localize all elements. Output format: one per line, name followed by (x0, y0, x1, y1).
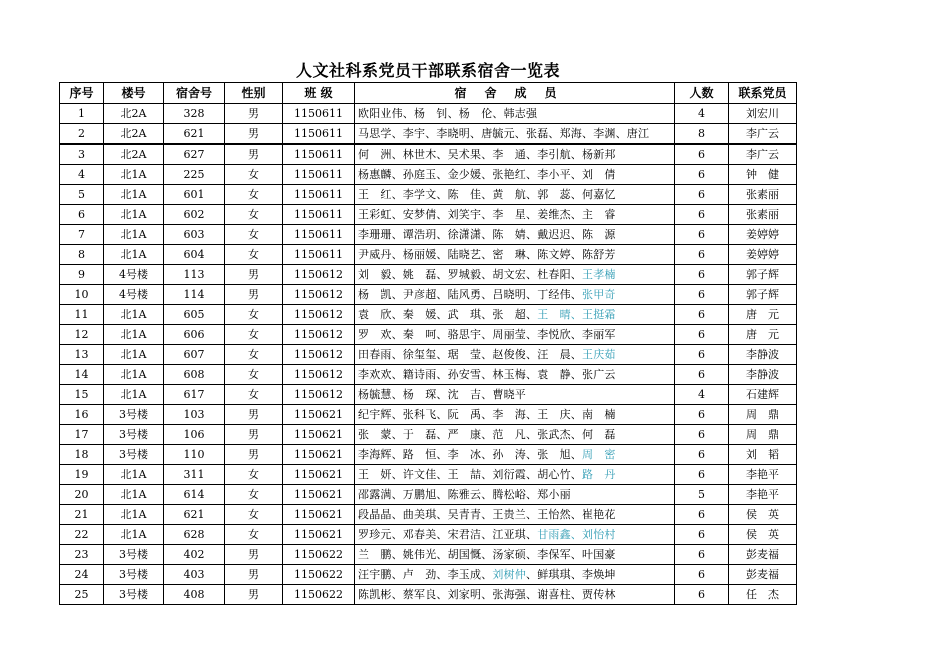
cell-contact: 周 鼎 (729, 425, 797, 445)
cell-count: 4 (675, 104, 729, 124)
cell-building: 北1A (104, 185, 164, 205)
cell-gender: 女 (225, 165, 283, 185)
header-contact: 联系党员 (729, 83, 797, 104)
cell-room: 607 (164, 345, 225, 365)
cell-room: 602 (164, 205, 225, 225)
cell-count: 6 (675, 565, 729, 585)
cell-members (355, 505, 675, 525)
member-names: 王 红、李学文、陈 佳、黄 航、郭 蕊、何嘉忆 (358, 188, 616, 201)
cell-seq: 19 (60, 465, 104, 485)
member-name-highlight: 周 密 (582, 448, 616, 461)
cell-gender: 男 (225, 104, 283, 124)
member-names: 段晶晶、曲美琪、吴青青、王贵兰、王怡然、崔艳花 (358, 508, 616, 521)
cell-contact: 石建辉 (729, 385, 797, 405)
cell-class: 1150611 (283, 124, 355, 145)
cell-gender: 女 (225, 205, 283, 225)
cell-gender: 女 (225, 185, 283, 205)
cell-seq: 10 (60, 285, 104, 305)
cell-room: 311 (164, 465, 225, 485)
cell-members (355, 265, 675, 285)
cell-class: 1150622 (283, 585, 355, 605)
header-gender: 性别 (225, 83, 283, 104)
cell-contact: 姜婷婷 (729, 225, 797, 245)
table-row (60, 185, 797, 205)
cell-room: 617 (164, 385, 225, 405)
cell-room: 408 (164, 585, 225, 605)
header-seq: 序号 (60, 83, 104, 104)
cell-class: 1150611 (283, 225, 355, 245)
cell-members (355, 185, 675, 205)
cell-room: 106 (164, 425, 225, 445)
header-class: 班 级 (283, 83, 355, 104)
cell-gender: 女 (225, 385, 283, 405)
cell-members (355, 425, 675, 445)
cell-members (355, 345, 675, 365)
table-row (60, 144, 797, 165)
cell-count: 6 (675, 425, 729, 445)
cell-room: 403 (164, 565, 225, 585)
cell-class: 1150612 (283, 385, 355, 405)
header-count: 人数 (675, 83, 729, 104)
cell-room: 402 (164, 545, 225, 565)
cell-contact: 侯 英 (729, 525, 797, 545)
member-names: 陈凯彬、蔡军良、刘家明、张海强、谢喜柱、贾传林 (358, 588, 616, 601)
cell-class: 1150612 (283, 265, 355, 285)
cell-seq: 16 (60, 405, 104, 425)
cell-gender: 男 (225, 445, 283, 465)
cell-gender: 女 (225, 365, 283, 385)
header-building: 楼号 (104, 83, 164, 104)
header-members: 宿舍成员 (355, 83, 675, 104)
cell-contact: 钟 健 (729, 165, 797, 185)
cell-count: 6 (675, 285, 729, 305)
cell-seq: 12 (60, 325, 104, 345)
cell-seq: 18 (60, 445, 104, 465)
cell-contact: 周 鼎 (729, 405, 797, 425)
cell-gender: 女 (225, 325, 283, 345)
member-names: 袁 欣、秦 媛、武 琪、张 超、 (358, 308, 538, 321)
cell-count: 6 (675, 445, 729, 465)
cell-building: 3号楼 (104, 585, 164, 605)
cell-building: 北1A (104, 225, 164, 245)
member-names: 刘 毅、姚 磊、罗城毅、胡文宏、杜春阳、 (358, 268, 582, 281)
member-names: 、鲜琪琪、李焕坤 (526, 568, 616, 581)
cell-count: 6 (675, 245, 729, 265)
cell-class: 1150611 (283, 245, 355, 265)
table-row (60, 345, 797, 365)
cell-room: 621 (164, 505, 225, 525)
member-names: 马思学、李宇、李晓明、唐毓元、张磊、郑海、李渊、唐江 (358, 127, 650, 140)
cell-class: 1150612 (283, 305, 355, 325)
table-row (60, 205, 797, 225)
cell-contact: 彭麦福 (729, 545, 797, 565)
cell-members (355, 104, 675, 124)
table-row (60, 225, 797, 245)
cell-gender: 男 (225, 425, 283, 445)
cell-room: 606 (164, 325, 225, 345)
cell-count: 8 (675, 124, 729, 145)
cell-count: 6 (675, 345, 729, 365)
cell-contact: 李艳平 (729, 485, 797, 505)
cell-count: 6 (675, 405, 729, 425)
cell-building: 北2A (104, 144, 164, 165)
cell-members (355, 585, 675, 605)
cell-contact: 李艳平 (729, 465, 797, 485)
cell-members (355, 405, 675, 425)
cell-count: 6 (675, 585, 729, 605)
member-names: 田春雨、徐玺玺、琚 莹、赵俊俊、汪 晨、 (358, 348, 582, 361)
cell-gender: 男 (225, 265, 283, 285)
member-names: 欧阳业伟、杨 钊、杨 伦、韩志强 (358, 107, 538, 120)
cell-building: 4号楼 (104, 265, 164, 285)
cell-contact: 姜婷婷 (729, 245, 797, 265)
cell-building: 北1A (104, 345, 164, 365)
cell-class: 1150621 (283, 485, 355, 505)
cell-gender: 女 (225, 505, 283, 525)
cell-seq: 23 (60, 545, 104, 565)
cell-class: 1150611 (283, 144, 355, 165)
member-name-highlight: 甘雨鑫、刘怡村 (537, 528, 616, 541)
member-names: 杨毓慧、杨 琛、沈 吉、曹晓平 (358, 388, 526, 401)
cell-seq: 25 (60, 585, 104, 605)
cell-members (355, 565, 675, 585)
member-names: 尹威丹、杨丽媛、陆晓艺、密 琳、陈文婷、陈舒芳 (358, 248, 616, 261)
cell-room: 605 (164, 305, 225, 325)
cell-contact: 李静波 (729, 345, 797, 365)
cell-members (355, 225, 675, 245)
cell-class: 1150622 (283, 565, 355, 585)
dormitory-table (59, 82, 797, 605)
member-names: 何 洲、林世木、吴术果、李 通、李引航、杨新邦 (358, 148, 616, 161)
cell-room: 621 (164, 124, 225, 145)
cell-building: 北1A (104, 365, 164, 385)
member-name-highlight: 张甲奇 (582, 288, 616, 301)
cell-seq: 13 (60, 345, 104, 365)
table-row (60, 104, 797, 124)
cell-members (355, 445, 675, 465)
table-row (60, 565, 797, 585)
cell-members (355, 124, 675, 145)
cell-class: 1150622 (283, 545, 355, 565)
cell-seq: 2 (60, 124, 104, 145)
cell-contact: 李静波 (729, 365, 797, 385)
cell-room: 601 (164, 185, 225, 205)
member-names: 兰 鹏、姚伟光、胡国慨、汤家硕、李保军、叶国豪 (358, 548, 616, 561)
cell-building: 北1A (104, 465, 164, 485)
cell-count: 6 (675, 265, 729, 285)
cell-building: 北1A (104, 245, 164, 265)
cell-members (355, 205, 675, 225)
table-row (60, 585, 797, 605)
cell-gender: 女 (225, 485, 283, 505)
cell-count: 6 (675, 505, 729, 525)
cell-gender: 男 (225, 585, 283, 605)
cell-count: 6 (675, 225, 729, 245)
cell-count: 6 (675, 525, 729, 545)
cell-class: 1150621 (283, 525, 355, 545)
cell-contact: 郭子辉 (729, 265, 797, 285)
cell-gender: 女 (225, 225, 283, 245)
cell-count: 6 (675, 545, 729, 565)
cell-building: 北1A (104, 205, 164, 225)
cell-seq: 21 (60, 505, 104, 525)
cell-members (355, 485, 675, 505)
member-names: 张 蒙、于 磊、严 康、范 凡、张武杰、何 磊 (358, 428, 616, 441)
cell-seq: 8 (60, 245, 104, 265)
cell-seq: 9 (60, 265, 104, 285)
table-row (60, 325, 797, 345)
table-row (60, 285, 797, 305)
cell-gender: 女 (225, 525, 283, 545)
cell-members (355, 545, 675, 565)
table-row (60, 545, 797, 565)
cell-count: 6 (675, 325, 729, 345)
cell-gender: 女 (225, 245, 283, 265)
member-name-highlight: 王庆茹 (582, 348, 616, 361)
cell-members (355, 365, 675, 385)
cell-building: 3号楼 (104, 445, 164, 465)
cell-class: 1150621 (283, 445, 355, 465)
cell-class: 1150612 (283, 345, 355, 365)
cell-count: 6 (675, 165, 729, 185)
cell-class: 1150611 (283, 205, 355, 225)
cell-members (355, 305, 675, 325)
cell-seq: 3 (60, 144, 104, 165)
cell-contact: 刘宏川 (729, 104, 797, 124)
member-names: 李欢欢、籍诗雨、孙安雪、林玉梅、袁 静、张广云 (358, 368, 616, 381)
cell-class: 1150611 (283, 185, 355, 205)
cell-seq: 20 (60, 485, 104, 505)
cell-members (355, 245, 675, 265)
cell-gender: 女 (225, 345, 283, 365)
cell-building: 北2A (104, 124, 164, 145)
cell-seq: 15 (60, 385, 104, 405)
cell-count: 6 (675, 205, 729, 225)
member-names: 罗 欢、秦 呵、骆思宇、周丽莹、李悦欣、李丽军 (358, 328, 616, 341)
table-row (60, 465, 797, 485)
cell-class: 1150611 (283, 104, 355, 124)
cell-class: 1150621 (283, 405, 355, 425)
cell-count: 6 (675, 465, 729, 485)
cell-members (355, 165, 675, 185)
cell-room: 110 (164, 445, 225, 465)
cell-gender: 男 (225, 285, 283, 305)
header-room: 宿舍号 (164, 83, 225, 104)
cell-seq: 7 (60, 225, 104, 245)
member-names: 李海辉、路 恒、李 冰、孙 涛、张 旭、 (358, 448, 582, 461)
cell-building: 4号楼 (104, 285, 164, 305)
cell-seq: 5 (60, 185, 104, 205)
page-title: 人文社科系党员干部联系宿舍一览表 (295, 61, 560, 80)
cell-room: 113 (164, 265, 225, 285)
member-names: 王彩虹、安梦倩、刘笑宇、李 星、姜维杰、主 睿 (358, 208, 616, 221)
member-names: 汪宇鹏、卢 劲、李玉成、 (358, 568, 493, 581)
cell-building: 3号楼 (104, 405, 164, 425)
cell-building: 北1A (104, 385, 164, 405)
cell-room: 627 (164, 144, 225, 165)
cell-building: 北1A (104, 525, 164, 545)
table-row (60, 365, 797, 385)
cell-gender: 男 (225, 545, 283, 565)
cell-contact: 张素丽 (729, 185, 797, 205)
table-row (60, 265, 797, 285)
cell-room: 103 (164, 405, 225, 425)
cell-contact: 侯 英 (729, 505, 797, 525)
cell-contact: 任 杰 (729, 585, 797, 605)
table-row (60, 124, 797, 145)
cell-members (355, 465, 675, 485)
cell-contact: 张素丽 (729, 205, 797, 225)
cell-members (355, 325, 675, 345)
cell-gender: 男 (225, 405, 283, 425)
table-row (60, 425, 797, 445)
cell-count: 6 (675, 365, 729, 385)
table-row (60, 485, 797, 505)
cell-building: 3号楼 (104, 545, 164, 565)
cell-building: 北1A (104, 325, 164, 345)
cell-contact: 李广云 (729, 144, 797, 165)
cell-class: 1150621 (283, 505, 355, 525)
cell-class: 1150621 (283, 465, 355, 485)
table-row (60, 385, 797, 405)
cell-seq: 22 (60, 525, 104, 545)
cell-contact: 彭麦福 (729, 565, 797, 585)
cell-building: 北1A (104, 165, 164, 185)
cell-class: 1150621 (283, 425, 355, 445)
table-body (60, 104, 797, 605)
member-names: 杨 凯、尹彦超、陆风勇、吕晓明、丁经伟、 (358, 288, 582, 301)
cell-members (355, 525, 675, 545)
cell-room: 328 (164, 104, 225, 124)
cell-gender: 女 (225, 465, 283, 485)
cell-class: 1150612 (283, 325, 355, 345)
cell-building: 北2A (104, 104, 164, 124)
cell-room: 608 (164, 365, 225, 385)
cell-gender: 女 (225, 305, 283, 325)
member-name-highlight: 刘树仲 (492, 568, 527, 581)
cell-room: 614 (164, 485, 225, 505)
cell-members (355, 385, 675, 405)
cell-gender: 男 (225, 565, 283, 585)
header-row (60, 83, 797, 104)
cell-class: 1150612 (283, 365, 355, 385)
cell-count: 6 (675, 185, 729, 205)
cell-room: 604 (164, 245, 225, 265)
cell-gender: 男 (225, 124, 283, 145)
table-row (60, 445, 797, 465)
cell-gender: 男 (225, 144, 283, 165)
cell-seq: 4 (60, 165, 104, 185)
member-names: 纪宇辉、张科飞、阮 禹、李 海、王 庆、南 楠 (358, 408, 616, 421)
cell-room: 603 (164, 225, 225, 245)
cell-seq: 24 (60, 565, 104, 585)
cell-building: 北1A (104, 505, 164, 525)
table-row (60, 405, 797, 425)
cell-building: 3号楼 (104, 425, 164, 445)
cell-room: 225 (164, 165, 225, 185)
cell-class: 1150612 (283, 285, 355, 305)
table-row (60, 305, 797, 325)
cell-seq: 14 (60, 365, 104, 385)
member-name-highlight: 王 晴、王挺霜 (537, 308, 616, 321)
cell-room: 114 (164, 285, 225, 305)
member-names: 王 妍、许文佳、王 喆、刘衍霞、胡心竹、 (358, 468, 582, 481)
member-names: 邵露满、万鹏旭、陈雅云、腾松峪、郑小丽 (358, 488, 571, 501)
cell-contact: 唐 元 (729, 325, 797, 345)
cell-building: 3号楼 (104, 565, 164, 585)
cell-contact: 李广云 (729, 124, 797, 145)
cell-seq: 17 (60, 425, 104, 445)
member-name-highlight: 王孝楠 (582, 268, 616, 281)
cell-contact: 郭子辉 (729, 285, 797, 305)
cell-seq: 11 (60, 305, 104, 325)
member-names: 杨惠麟、孙庭玉、金少媛、张艳红、李小平、刘 倩 (358, 168, 616, 181)
table-row (60, 245, 797, 265)
cell-building: 北1A (104, 305, 164, 325)
cell-count: 4 (675, 385, 729, 405)
cell-count: 6 (675, 144, 729, 165)
cell-class: 1150611 (283, 165, 355, 185)
cell-members (355, 285, 675, 305)
member-name-highlight: 路 丹 (582, 468, 616, 481)
table-row (60, 525, 797, 545)
cell-contact: 刘 韬 (729, 445, 797, 465)
table-row (60, 165, 797, 185)
member-names: 李珊珊、谭浩玥、徐潇潇、陈 婧、戴迟迟、陈 源 (358, 228, 616, 241)
cell-seq: 6 (60, 205, 104, 225)
cell-members (355, 144, 675, 165)
cell-seq: 1 (60, 104, 104, 124)
member-names: 罗珍元、邓春美、宋君洁、江亚琪、 (358, 528, 538, 541)
table-row (60, 505, 797, 525)
cell-building: 北1A (104, 485, 164, 505)
cell-room: 628 (164, 525, 225, 545)
cell-count: 5 (675, 485, 729, 505)
cell-count: 6 (675, 305, 729, 325)
cell-contact: 唐 元 (729, 305, 797, 325)
